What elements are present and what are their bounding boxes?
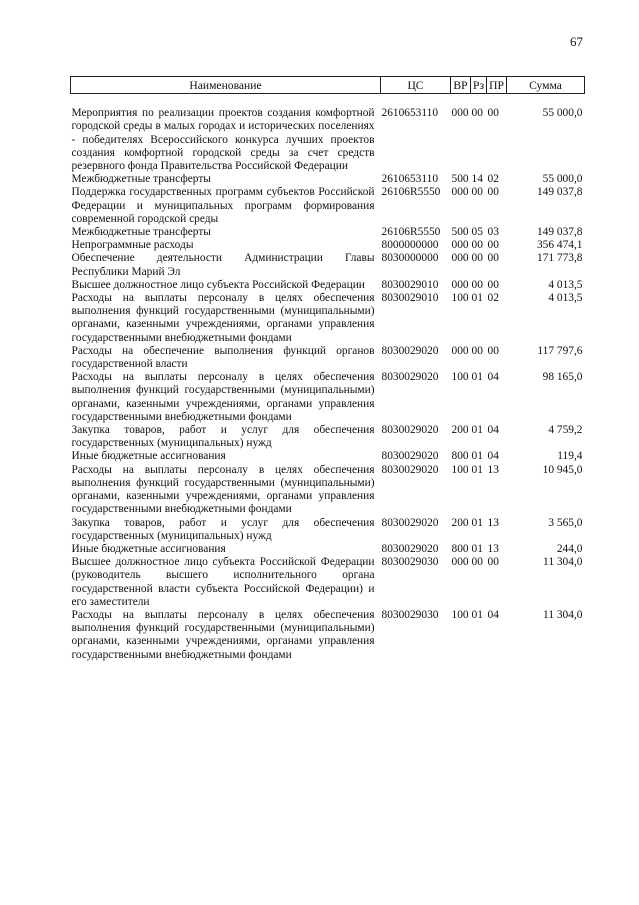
cell-pr: 02 [487, 292, 499, 305]
cell-rz: 01 [471, 516, 483, 529]
header-vr: ВР [451, 77, 471, 94]
cell-cs: 8030029020 [381, 344, 439, 357]
cell-cs: 8030029030 [381, 556, 439, 569]
cell-pr: 00 [487, 252, 499, 265]
cell-cs: 8030029020 [381, 516, 439, 529]
cell-sum: 10 945,0 [542, 463, 583, 476]
cell-name: Иные бюджетные ассигнования [71, 450, 226, 463]
cell-name: Иные бюджетные ассигнования [71, 542, 226, 555]
cell-vr: 000 [451, 252, 469, 265]
cell-vr: 000 [451, 107, 469, 120]
cell-cs: 2610653110 [381, 107, 439, 120]
cell-name: Поддержка государственных программ субъектов Российской Федерации и муниципальных программ формирования современной городской среды [71, 186, 375, 225]
cell-vr: 200 [451, 424, 469, 437]
cell-pr: 00 [487, 107, 499, 120]
table-row [71, 450, 585, 463]
cell-pr: 13 [487, 516, 499, 529]
cell-sum: 356 474,1 [536, 239, 583, 252]
cell-pr: 13 [487, 463, 499, 476]
table-row [71, 517, 585, 543]
cell-sum: 11 304,0 [543, 556, 583, 569]
cell-pr: 00 [487, 344, 499, 357]
cell-name: Расходы на обеспечение выполнения функций органов государственной власти [71, 344, 375, 371]
table-row [71, 226, 585, 239]
cell-cs: 26106R5550 [381, 226, 441, 239]
cell-name: Расходы на выплаты персоналу в целях обеспечения выполнения функций государственными (муниципальными) органами, казенными учреждениями, органами управления государственными внебюджетными фондами [71, 292, 375, 344]
cell-name: Обеспечение деятельности Администрации Главы Республики Марий Эл [71, 252, 375, 278]
budget-table-wrapper [70, 76, 584, 662]
cell-sum: 4 013,5 [548, 278, 583, 291]
cell-vr: 200 [451, 516, 469, 529]
header-cs: ЦС [381, 77, 451, 94]
table-row [71, 371, 585, 424]
cell-sum: 3 565,0 [548, 516, 583, 529]
cell-pr: 00 [487, 239, 499, 252]
cell-rz: 00 [471, 107, 483, 120]
cell-name: Расходы на выплаты персоналу в целях обеспечения выполнения функций государственными (муниципальными) органами, казенными учреждениями, органами управления государственными внебюджетными фондами [71, 463, 375, 516]
table-row [71, 609, 585, 662]
table-row [71, 424, 585, 450]
cell-cs: 8030029010 [381, 292, 439, 305]
cell-name: Высшее должностное лицо субъекта Российской Федерации [71, 278, 365, 291]
cell-pr: 00 [487, 556, 499, 569]
cell-rz: 00 [471, 252, 483, 265]
cell-vr: 100 [451, 608, 469, 621]
page-number: 67 [570, 34, 583, 49]
cell-vr: 500 [451, 226, 469, 239]
cell-pr: 00 [487, 278, 499, 291]
table-row [71, 239, 585, 252]
budget-table [70, 76, 585, 662]
cell-sum: 149 037,8 [536, 226, 583, 239]
cell-name: Мероприятия по реализации проектов создания комфортной городской среды в малых городах и исторических поселениях - победителях Всероссийского конкурса лучших проектов создания комфортной городской среды за счет средств резервного фонда Правительства Российской Федерации [71, 107, 375, 173]
cell-name: Непрограммные расходы [71, 239, 194, 252]
cell-name: Расходы на выплаты персоналу в целях обеспечения выполнения функций государственными (муниципальными) органами, казенными учреждениями, органами управления государственными внебюджетными фондами [71, 608, 375, 661]
cell-cs: 8030029010 [381, 278, 439, 291]
cell-name: Закупка товаров, работ и услуг для обеспечения государственных (муниципальных) нужд [71, 516, 375, 542]
cell-rz: 14 [471, 173, 483, 186]
table-header [71, 77, 585, 94]
cell-pr: 00 [487, 186, 499, 199]
cell-pr: 02 [487, 173, 499, 186]
header-sum: Сумма [507, 77, 585, 94]
cell-vr: 000 [451, 186, 469, 199]
table-row [71, 556, 585, 609]
cell-rz: 00 [471, 239, 483, 252]
cell-rz: 01 [471, 450, 483, 463]
cell-name: Межбюджетные трансферты [71, 226, 211, 239]
cell-rz: 05 [471, 226, 483, 239]
cell-sum: 55 000,0 [542, 107, 583, 120]
header-rz: Рз [471, 77, 487, 94]
table-row [71, 279, 585, 292]
table-row [71, 464, 585, 517]
cell-name: Расходы на выплаты персоналу в целях обеспечения выполнения функций государственными (муниципальными) органами, казенными учреждениями, органами управления государственными внебюджетными фондами [71, 371, 375, 423]
cell-cs: 8030000000 [381, 252, 439, 265]
cell-sum: 119,4 [557, 450, 583, 463]
cell-name: Межбюджетные трансферты [71, 173, 211, 186]
cell-rz: 01 [471, 371, 483, 384]
cell-rz: 00 [471, 278, 483, 291]
cell-rz: 00 [471, 186, 483, 199]
cell-cs: 8030029020 [381, 371, 439, 384]
cell-rz: 01 [471, 608, 483, 621]
cell-vr: 800 [451, 450, 469, 463]
table-row [71, 173, 585, 186]
cell-cs: 8000000000 [381, 239, 439, 252]
cell-cs: 8030029020 [381, 450, 439, 463]
table-row [71, 292, 585, 345]
cell-sum: 171 773,8 [536, 252, 583, 265]
table-row [71, 94, 585, 174]
cell-sum: 117 797,6 [537, 344, 583, 357]
cell-sum: 55 000,0 [542, 173, 583, 186]
cell-vr: 000 [451, 344, 469, 357]
cell-sum: 244,0 [556, 542, 583, 555]
cell-sum: 4 013,5 [548, 292, 583, 305]
cell-vr: 100 [451, 292, 469, 305]
cell-pr: 04 [487, 424, 499, 437]
cell-rz: 00 [471, 556, 483, 569]
cell-vr: 500 [451, 173, 469, 186]
cell-cs: 8030029020 [381, 542, 439, 555]
table-row [71, 186, 585, 226]
cell-vr: 800 [451, 542, 469, 555]
cell-cs: 26106R5550 [381, 186, 441, 199]
cell-vr: 000 [451, 278, 469, 291]
cell-rz: 01 [471, 542, 483, 555]
cell-rz: 01 [471, 292, 483, 305]
cell-vr: 100 [451, 463, 469, 476]
cell-name: Высшее должностное лицо субъекта Российской Федерации (руководитель высшего исполнительного органа государственной власти субъекта Российской Федерации) и его заместители [71, 556, 375, 608]
cell-pr: 04 [487, 608, 499, 621]
cell-pr: 04 [487, 450, 499, 463]
cell-name: Закупка товаров, работ и услуг для обеспечения государственных (муниципальных) нужд [71, 424, 375, 450]
cell-rz: 00 [471, 344, 483, 357]
cell-pr: 13 [487, 542, 499, 555]
cell-sum: 4 759,2 [548, 424, 583, 437]
cell-sum: 11 304,0 [543, 608, 583, 621]
table-row [71, 543, 585, 556]
cell-cs: 8030029020 [381, 463, 439, 476]
cell-cs: 8030029030 [381, 608, 439, 621]
table-row [71, 345, 585, 371]
cell-cs: 2610653110 [381, 173, 439, 186]
cell-vr: 000 [451, 556, 469, 569]
table-row [71, 252, 585, 278]
cell-sum: 98 165,0 [542, 371, 583, 384]
cell-sum: 149 037,8 [536, 186, 583, 199]
header-pr: ПР [487, 77, 507, 94]
cell-rz: 01 [471, 424, 483, 437]
cell-pr: 04 [487, 371, 499, 384]
table-body [71, 94, 585, 662]
cell-vr: 000 [451, 239, 469, 252]
cell-vr: 100 [451, 371, 469, 384]
cell-rz: 01 [471, 463, 483, 476]
header-name: Наименование [71, 77, 381, 94]
cell-pr: 03 [487, 226, 499, 239]
cell-cs: 8030029020 [381, 424, 439, 437]
